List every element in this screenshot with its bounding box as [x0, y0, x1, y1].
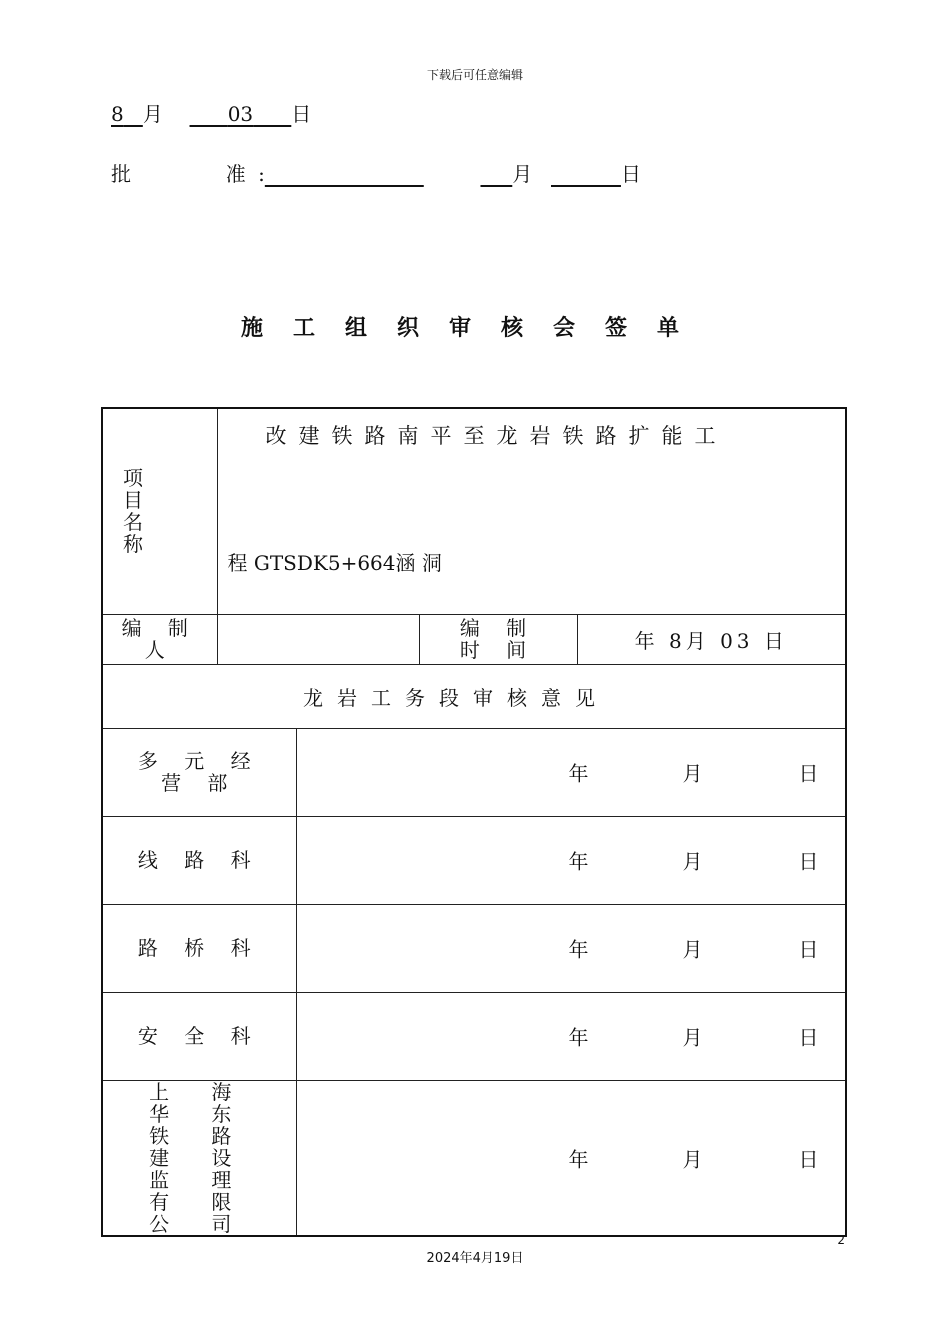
top-date-line	[111, 98, 311, 127]
year-label: 年	[568, 937, 589, 962]
top-month-value: 8	[111, 102, 124, 126]
month-label: 月	[682, 761, 703, 786]
review-date-cell[interactable]	[296, 1080, 846, 1236]
department-cell	[102, 992, 296, 1080]
preparer-label-cell	[102, 614, 217, 664]
review-row	[102, 992, 846, 1080]
prepared-time-label-cell	[419, 614, 577, 664]
approval-day-blank	[551, 162, 621, 186]
review-row	[102, 816, 846, 904]
footer-date: 2024年4月19日	[426, 1251, 524, 1266]
year-label: 年	[568, 849, 589, 874]
top-day-value: 03	[227, 102, 254, 126]
department-cell	[102, 816, 296, 904]
day-label: 日	[798, 849, 819, 874]
review-section-row	[102, 664, 846, 728]
prepared-time-label: 编 制 时 间	[459, 616, 537, 662]
approval-colon: :	[258, 162, 265, 186]
approval-line	[111, 158, 641, 187]
year-label: 年	[568, 1025, 589, 1050]
preparer-label: 编 制 人	[121, 616, 198, 662]
project-name-line2: 程 GTSDK5+664涵 洞	[227, 551, 442, 575]
review-sign-off-table	[101, 407, 847, 1237]
project-row	[102, 408, 846, 614]
department-label: 路 桥 科	[137, 936, 261, 960]
approval-label-2: 准	[225, 162, 246, 186]
year-label: 年	[568, 1147, 589, 1171]
approval-month-blank	[480, 162, 512, 186]
preparer-row	[102, 614, 846, 664]
month-label: 月	[682, 1025, 703, 1050]
page-title: 施工组织审核会签单	[240, 316, 709, 341]
review-date-cell[interactable]	[296, 728, 846, 816]
project-name-line1: 改建铁路南平至龙岩铁路扩能工	[265, 424, 728, 448]
project-label-cell	[102, 408, 217, 614]
review-section-title: 龙岩工务段审核意见	[102, 664, 846, 728]
review-date-cell[interactable]	[296, 992, 846, 1080]
day-label: 日	[798, 1147, 819, 1171]
month-label: 月	[682, 937, 703, 962]
month-label: 月	[682, 1147, 703, 1171]
approval-signature-blank	[265, 162, 424, 186]
department-label: 线 路 科	[137, 848, 261, 872]
preparer-value-cell[interactable]	[217, 614, 419, 664]
project-label: 项 目 名 称	[123, 466, 155, 557]
page-number: 2	[837, 1233, 845, 1247]
header-note: 下载后可任意编辑	[426, 68, 523, 82]
department-label: 多 元 经 营 部	[137, 749, 261, 795]
review-row	[102, 904, 846, 992]
approval-month-label: 月	[512, 162, 533, 186]
approval-day-label: 日	[620, 162, 641, 186]
year-label: 年	[568, 761, 589, 786]
project-name-cell	[217, 408, 846, 614]
review-row	[102, 1080, 846, 1236]
department-cell	[102, 728, 296, 816]
department-cell	[102, 1080, 296, 1236]
review-date-cell[interactable]	[296, 904, 846, 992]
department-label: 上 海 华 东 铁 路 建 设 监 理 有 限 公 司	[149, 1079, 250, 1236]
review-row	[102, 728, 846, 816]
approval-label-1: 批	[111, 162, 131, 186]
day-label: 日	[798, 1025, 819, 1050]
department-label: 安 全 科	[137, 1024, 261, 1048]
day-label: 日	[798, 761, 819, 786]
top-month-label: 月	[142, 102, 163, 126]
day-label: 日	[798, 937, 819, 962]
department-cell	[102, 904, 296, 992]
review-date-cell[interactable]	[296, 816, 846, 904]
top-day-label: 日	[291, 102, 312, 126]
prepared-time-value[interactable]: 年 8月 03 日	[577, 614, 846, 664]
month-label: 月	[682, 849, 703, 874]
